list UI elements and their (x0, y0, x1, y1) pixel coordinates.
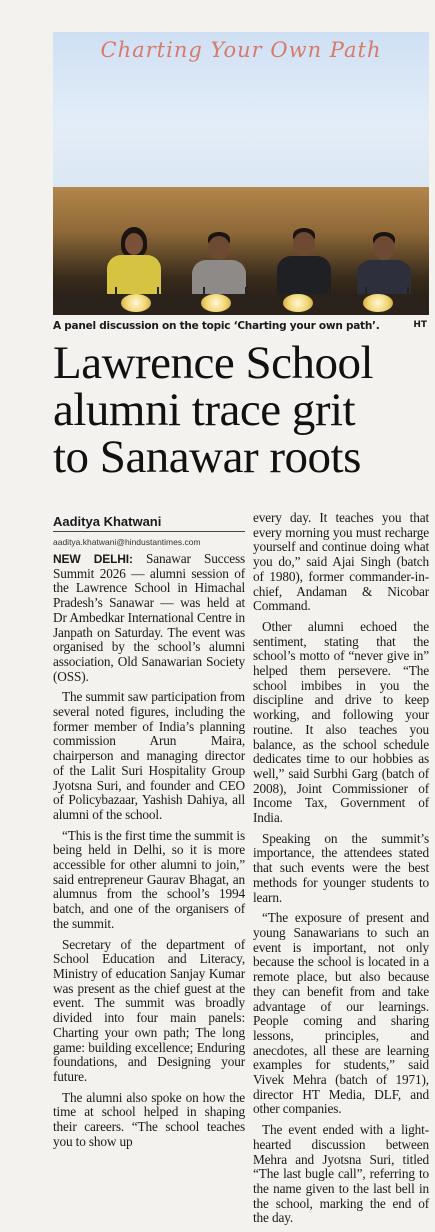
headline-line-3: to Sanawar roots (53, 431, 361, 483)
byline-divider (53, 531, 245, 532)
paragraph (53, 552, 245, 684)
headline (53, 337, 433, 483)
article-column-2 (253, 511, 429, 1232)
paragraph: The summit saw participation from several noted figures, including the former member of India’s planning commission Arun Maira, chairperson and managing director of the Lalit Suri Hospitality Group Jyotsna Suri, and founder and CEO of Policybazaar, Yashish Dahiya, all alumni of the school. (53, 689, 245, 822)
author-name: Aaditya Khatwani (53, 514, 162, 529)
projection-screen (53, 32, 429, 187)
headline-line-1: Lawrence School (53, 337, 374, 389)
paragraph: The alumni also spoke on how the time at school helped in shaping their careers. “The school teaches you to show up (53, 1089, 245, 1149)
flower-arrangement (283, 294, 313, 312)
paragraph: “This is the first time the summit is being held in Delhi, so it is more accessible for other alumni to join,” said entrepreneur Gaurav Bhagat, an alumnus from the school’s 1994 batch, and one of the organisers of the summit. (53, 827, 245, 931)
screen-title: Charting Your Own Path (100, 38, 382, 62)
paragraph: Other alumni echoed the sentiment, stating that the school’s motto of “never give in” helped them persevere. “The school imbibes in you the discipline and drive to keep working, and following your routine. It also teaches you balance, as the school schedule dedicates time to our hobbies as well,” said Surbhi Garg (batch of 2008), Joint Commissioner of Income Tax, Government of India. (253, 618, 429, 826)
paragraph-text: Sanawar Success Summit 2026 — alumni session of the Lawrence School in Himachal Pradesh’s Sanawar — was held at Dr Ambedkar International Centre in Janpath on Saturday. The event was organised by the school’s alumni association, Old Sanawarian Society (OSS). (53, 551, 245, 684)
author-email: aaditya.khatwani@hindustantimes.com (53, 537, 201, 547)
headline-line-2: alumni trace grit (53, 384, 356, 436)
paragraph: Secretary of the department of School Education and Literacy, Ministry of education Sanjay Kumar was present as the chief guest at the event. The summit was broadly divided into four main panels: Charting your own path; The long game: building excellence; Enduring foundations, and Designing your future. (53, 936, 245, 1084)
paragraph: The event ended with a light-hearted discussion between Mehra and Jyotsna Suri, titled “The last bugle call”, referring to the name given to the last bell in the school, marking the end of the day. (253, 1122, 429, 1226)
flower-arrangement (363, 294, 393, 312)
article-column-1 (53, 552, 245, 1155)
news-photo (53, 32, 429, 315)
paragraph: “The exposure of present and young Sanawarians to such an event is important, not only because the school is located in a remote place, but also because they can benefit from and take advantage of our learnings. People coming and sharing lessons, principles, and anecdotes, all these are learning examples for students,” said Vivek Mehra (batch of 1971), director HT Media, DLF, and other companies. (253, 910, 429, 1117)
flower-arrangement (121, 294, 151, 312)
photo-caption: A panel discussion on the topic ‘Charting your own path’. (53, 320, 380, 332)
paragraph: every day. It teaches you that every morning you must recharge yourself and continue doing what you do,” said Ajai Singh (batch of 1980), former commander-in-chief, Andaman & Nicobar Command. (253, 510, 429, 614)
photo-credit: HT (413, 320, 427, 330)
paragraph: Speaking on the summit’s importance, the attendees stated that such events were the best methods for younger students to learn. (253, 830, 429, 905)
dateline: NEW DELHI: (53, 552, 133, 566)
flower-arrangement (201, 294, 231, 312)
